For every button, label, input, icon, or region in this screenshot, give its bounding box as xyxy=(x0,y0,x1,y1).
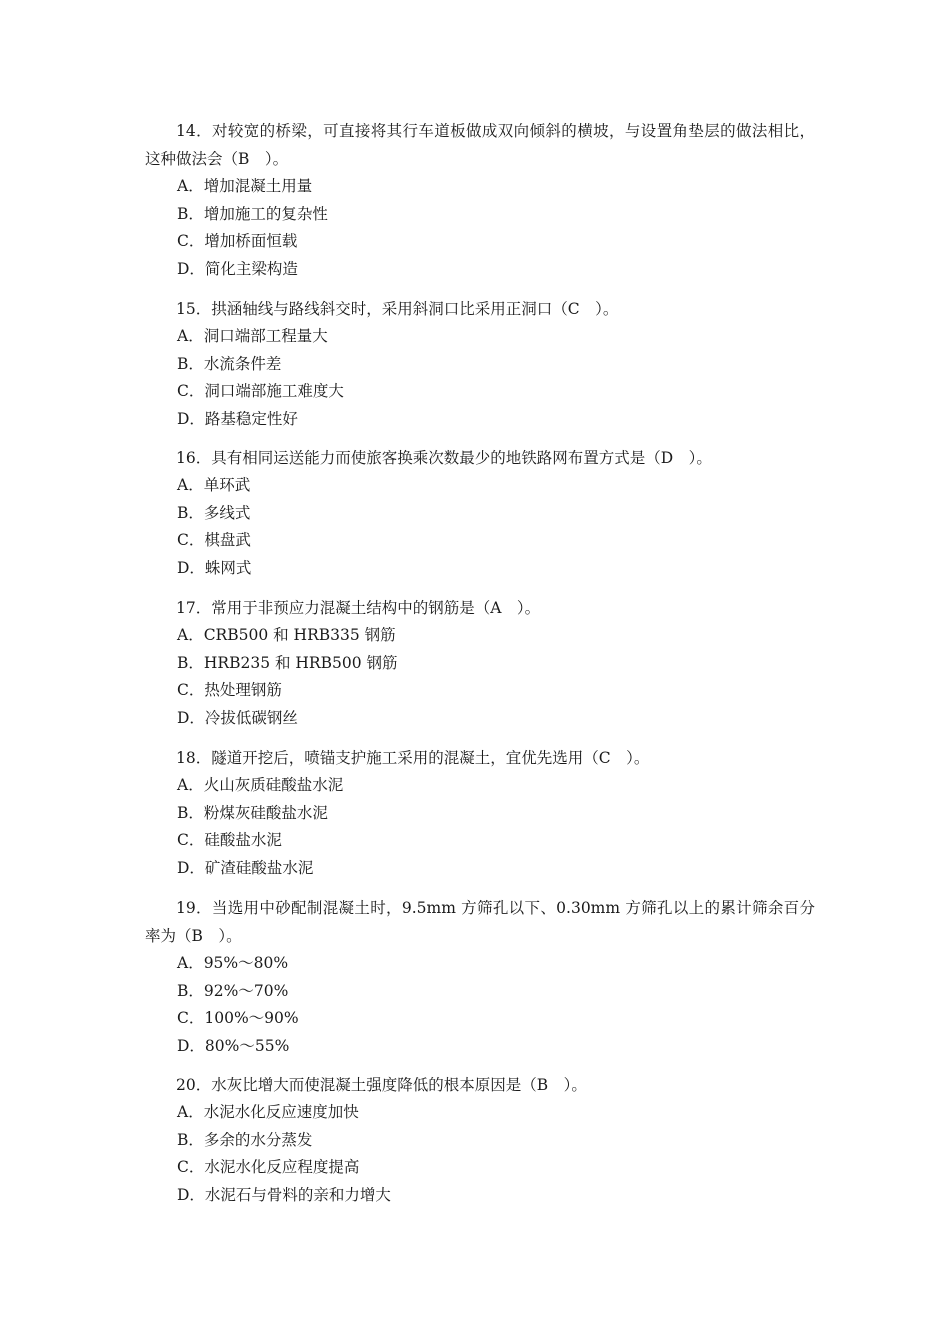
option-a: A．单环武 xyxy=(177,476,251,494)
option-a: A．增加混凝土用量 xyxy=(177,177,313,195)
question-stem: 16．具有相同运送能力而使旅客换乘次数最少的地铁路网布置方式是（D ）。 xyxy=(176,449,712,467)
option-list xyxy=(145,173,815,283)
option-b: B．多余的水分蒸发 xyxy=(177,1130,313,1149)
option-a: A．水泥水化反应速度加快 xyxy=(177,1103,359,1121)
question-16 xyxy=(145,444,815,582)
option-b: B．HRB235 和 HRB500 钢筋 xyxy=(177,653,398,672)
option-list xyxy=(145,323,815,433)
question-stem: 19．当选用中砂配制混凝土时，9.5mm 方筛孔以下、0.30mm 方筛孔以上的累计筛余百分率为（B ）。 xyxy=(145,899,815,945)
question-18 xyxy=(145,744,815,882)
option-d: D．路基稳定性好 xyxy=(177,409,298,428)
option-b: B．多线式 xyxy=(177,503,251,522)
option-d: D．矿渣硅酸盐水泥 xyxy=(177,858,314,877)
option-d: D．水泥石与骨料的亲和力增大 xyxy=(177,1185,391,1204)
option-b: B．粉煤灰硅酸盐水泥 xyxy=(177,803,328,822)
question-15 xyxy=(145,295,815,433)
option-c: C．洞口端部施工难度大 xyxy=(177,382,344,401)
question-20 xyxy=(145,1071,815,1209)
option-b: B．水流条件差 xyxy=(177,354,282,373)
option-list xyxy=(145,472,815,582)
option-list xyxy=(145,1099,815,1209)
option-list xyxy=(145,772,815,882)
question-14 xyxy=(145,117,815,283)
option-c: C．热处理钢筋 xyxy=(177,681,282,700)
option-b: B．增加施工的复杂性 xyxy=(177,204,328,223)
option-list xyxy=(145,622,815,732)
question-stem: 17．常用于非预应力混凝土结构中的钢筋是（A ）。 xyxy=(176,599,541,617)
option-d: D．冷拔低碳钢丝 xyxy=(177,708,298,727)
option-c: C．增加桥面恒载 xyxy=(177,232,298,251)
option-a: A．CRB500 和 HRB335 钢筋 xyxy=(177,626,396,644)
option-a: A．火山灰质硅酸盐水泥 xyxy=(177,776,344,794)
option-c: C．水泥水化反应程度提高 xyxy=(177,1158,360,1177)
question-stem: 14．对较宽的桥梁，可直接将其行车道板做成双向倾斜的横坡，与设置角垫层的做法相比，这种做法会（B ）。 xyxy=(145,122,815,168)
option-d: D．简化主梁构造 xyxy=(177,259,298,278)
option-d: D．80%～55% xyxy=(177,1036,290,1055)
question-17 xyxy=(145,594,815,732)
option-c: C．硅酸盐水泥 xyxy=(177,831,282,850)
question-stem: 18．隧道开挖后，喷锚支护施工采用的混凝土，宜优先选用（C ）。 xyxy=(176,749,650,767)
option-b: B．92%～70% xyxy=(177,981,289,1000)
option-c: C．100%～90% xyxy=(177,1009,299,1028)
option-c: C．棋盘武 xyxy=(177,531,251,550)
option-d: D．蛛网式 xyxy=(177,558,252,577)
question-stem: 20．水灰比增大而使混凝土强度降低的根本原因是（B ）。 xyxy=(176,1076,587,1094)
option-list xyxy=(145,950,815,1060)
question-19 xyxy=(145,894,815,1060)
question-stem: 15．拱涵轴线与路线斜交时，采用斜洞口比采用正洞口（C ）。 xyxy=(176,300,619,318)
option-a: A．95%～80% xyxy=(177,954,289,972)
option-a: A．洞口端部工程量大 xyxy=(177,327,328,345)
